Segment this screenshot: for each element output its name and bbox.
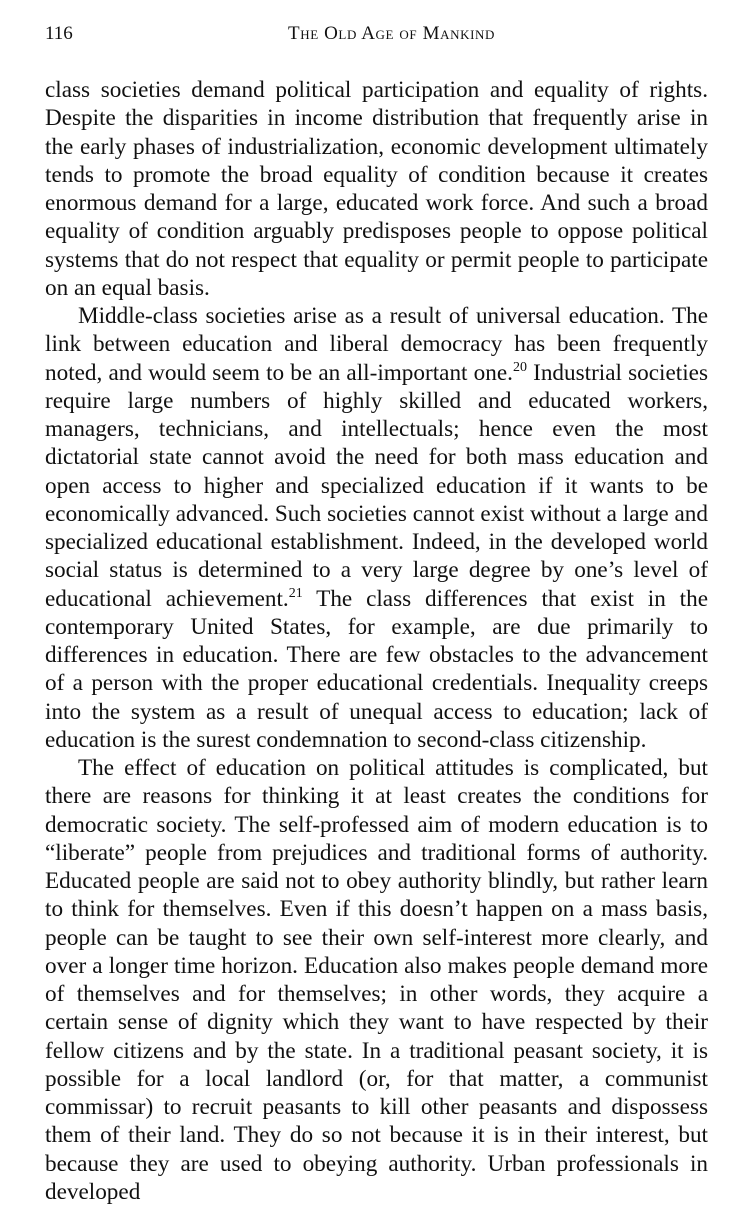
page-number: 116: [45, 23, 73, 44]
running-title: The Old Age of Mankind: [288, 23, 495, 44]
paragraph-2: [45, 302, 708, 754]
paragraph-text: Industrial societies require large numbers of highly skilled and educated workers, managers, technicians, and intellectuals; hence even the most dictatorial state cannot avoid the need for both mass education and open access to higher and specialized education if it wants to be economically advanced. Such societies cannot exist without a large and specialized educational establishment. Indeed, in the developed world social status is determined to a very large degree by one’s level of educational achievement.: [45, 359, 708, 612]
body-text: [45, 76, 708, 1206]
paragraph-3: [45, 754, 708, 1206]
paragraph-text: class societies demand political participation and equality of rights. Despite the disparities in income distribution that frequently arise in the early phases of industrialization, economic development ultimately tends to promote the broad equality of condition because it creates enormous demand for a large, educated work force. And such a broad equality of condition arguably predisposes people to oppose political systems that do not respect that equality or permit people to participate on an equal basis.: [45, 77, 708, 301]
paragraph-text: The effect of education on political attitudes is complicated, but there are reasons for thinking it at least creates the conditions for democratic society. The self-professed aim of modern education is to “liberate” people from prejudices and traditional forms of authority. Educated people are said not to obey authority blindly, but rather learn to think for themselves. Even if this doesn’t happen on a mass basis, people can be taught to see their own self-interest more clearly, and over a longer time horizon. Education also makes people demand more of themselves and for themselves; in other words, they acquire a certain sense of dignity which they want to have respected by their fellow citizens and by the state. In a traditional peasant society, it is possible for a local landlord (or, for that matter, a communist commissar) to recruit peasants to kill other peasants and dispossess them of their land. They do so not because it is in their interest, but because they are used to obeying authority. Urban professionals in developed: [45, 755, 708, 1205]
paragraph-text: The class differences that exist in the contemporary United States, for example, are due primarily to differences in education. There are few obstacles to the advancement of a person with the proper educational credentials. Inequality creeps into the system as a result of unequal access to education; lack of education is the surest condemnation to second-class citizenship.: [45, 585, 708, 753]
footnote-ref-20: 20: [512, 359, 527, 375]
paragraph-1: [45, 76, 708, 302]
paragraph-text: Middle-class societies arise as a result of universal education. The link between education and liberal democracy has been frequently noted, and would seem to be an all-important one.: [45, 303, 708, 386]
footnote-ref-21: 21: [288, 585, 303, 601]
running-head: [45, 16, 708, 52]
